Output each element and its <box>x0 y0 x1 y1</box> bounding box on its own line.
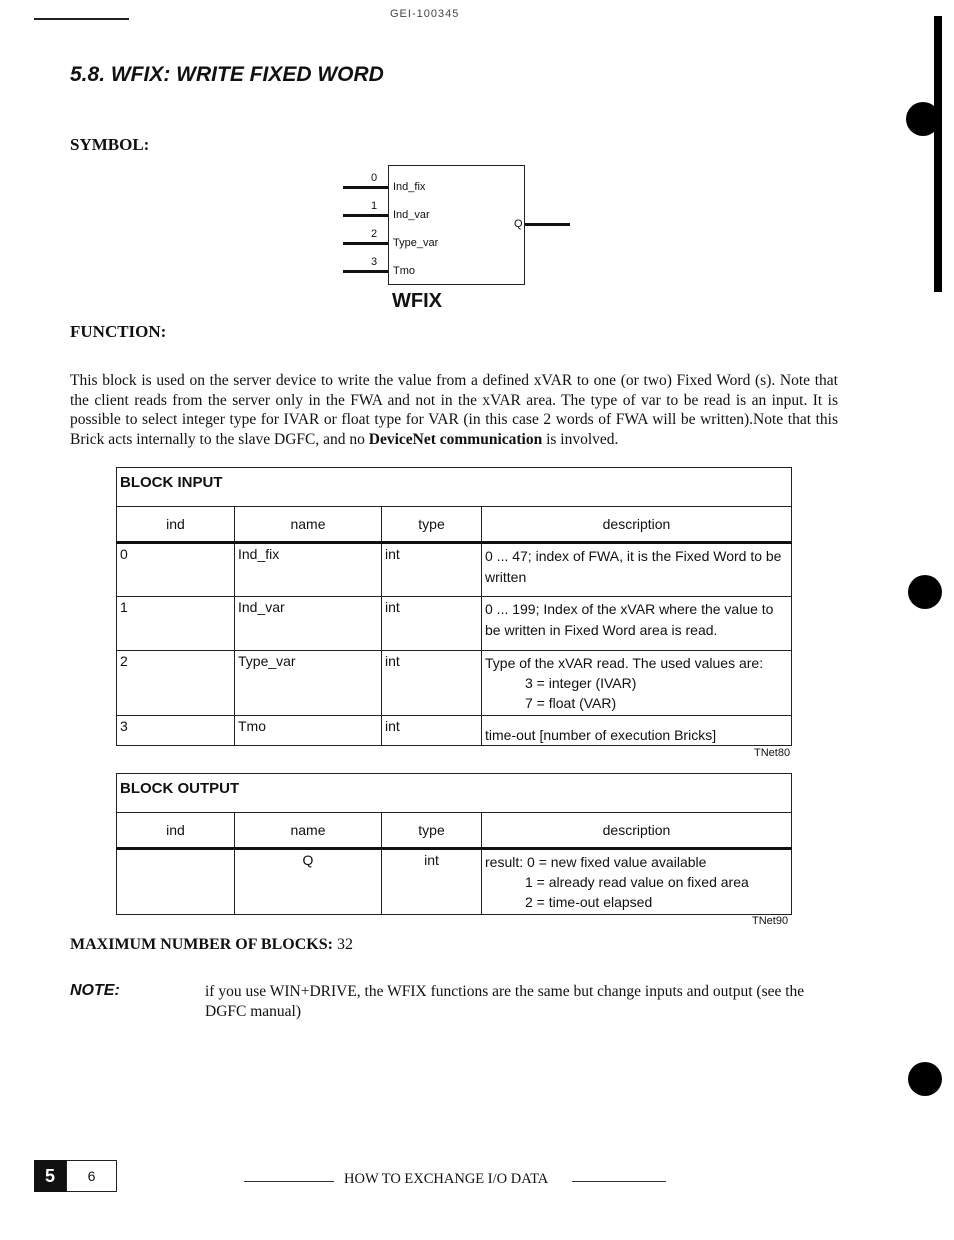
max-blocks-value: 32 <box>336 936 353 953</box>
table-title: BLOCK INPUT <box>117 468 792 507</box>
chapter-number: 5 <box>34 1160 66 1192</box>
cell-description: 0 ... 199; Index of the xVAR where the value to be written in Fixed Word area is read. <box>482 597 792 651</box>
function-label: FUNCTION: <box>70 322 167 341</box>
bold-term: DeviceNet communication <box>368 430 543 448</box>
footer-title: HOW TO EXCHANGE I/O DATA <box>344 1171 549 1187</box>
block-output-table <box>116 773 792 915</box>
footer-rule-right <box>572 1181 666 1182</box>
table-row <box>117 597 792 651</box>
cell-type: int <box>382 716 482 746</box>
output-pin-line <box>525 223 570 226</box>
column-header: description <box>482 813 792 849</box>
cell-description: 0 ... 47; index of FWA, it is the Fixed Word to be written <box>482 543 792 597</box>
binder-hole-2 <box>908 575 942 609</box>
input-pin-label: Ind_var <box>393 209 430 221</box>
column-header: description <box>482 507 792 543</box>
max-blocks-line <box>70 936 353 954</box>
cell-ind: 2 <box>117 651 235 716</box>
note-label: NOTE: <box>70 982 120 999</box>
cell-ind: 1 <box>117 597 235 651</box>
cell-description: Type of the xVAR read. The used values are: 3 = integer (IVAR) 7 = float (VAR) <box>482 651 792 716</box>
table-reference: TNet80 <box>754 747 791 759</box>
cell-type: int <box>382 849 482 915</box>
column-header: type <box>382 813 482 849</box>
table-header-row <box>117 813 792 849</box>
cell-description: result: 0 = new fixed value available 1 = already read value on fixed area 2 = time-out elapsed <box>482 849 792 915</box>
symbol-label: SYMBOL: <box>70 135 150 154</box>
cell-name: Ind_var <box>235 597 382 651</box>
cell-name: Q <box>235 849 382 915</box>
column-header: ind <box>117 507 235 543</box>
cell-type: int <box>382 543 482 597</box>
input-pin-number: 2 <box>371 228 378 240</box>
cell-name: Tmo <box>235 716 382 746</box>
table-row <box>117 716 792 746</box>
table-row <box>117 849 792 915</box>
table-title: BLOCK OUTPUT <box>117 774 792 813</box>
cell-ind <box>117 849 235 915</box>
cell-type: int <box>382 651 482 716</box>
table-header-row <box>117 507 792 543</box>
binder-hole-3 <box>908 1062 942 1096</box>
section-title: 5.8. WFIX: WRITE FIXED WORD <box>70 63 384 86</box>
header-rule <box>34 18 129 20</box>
cell-type: int <box>382 597 482 651</box>
output-pin-label: Q <box>514 218 523 230</box>
input-pin-label: Type_var <box>393 237 439 249</box>
input-pin-line <box>343 186 388 189</box>
table-row <box>117 651 792 716</box>
column-header: name <box>235 813 382 849</box>
input-pin-line <box>343 214 388 217</box>
input-pin-label: Tmo <box>393 265 415 277</box>
block-name: WFIX <box>392 290 442 312</box>
margin-bar <box>934 16 942 292</box>
function-description: This block is used on the server device to write the value from a defined xVAR to one (or two) Fixed Word (s). Note that the client reads from the server only in the FWA and not in the xVAR area. The type of var to be read is an input. It is possible to select integer type for IVAR or float type for VAR (in this case 2 words of FWA will be written).Note that this Brick acts internally to the slave DGFC, and no DeviceNet communication is involved. <box>70 372 838 448</box>
footer-rule-left <box>244 1181 334 1182</box>
note-text: if you use WIN+DRIVE, the WFIX functions are the same but change inputs and output (see the DGFC manual) <box>205 983 805 1020</box>
input-pin-number: 0 <box>371 172 378 184</box>
input-pin-line <box>343 242 388 245</box>
input-pin-number: 3 <box>371 256 378 268</box>
column-header: name <box>235 507 382 543</box>
block-input-table <box>116 467 792 746</box>
cell-name: Type_var <box>235 651 382 716</box>
table-row <box>117 543 792 597</box>
input-pin-number: 1 <box>371 200 378 212</box>
binder-hole-1 <box>906 102 940 136</box>
max-blocks-label: MAXIMUM NUMBER OF BLOCKS: <box>70 936 333 953</box>
input-pin-line <box>343 270 388 273</box>
cell-description: time-out [number of execution Bricks] <box>482 716 792 746</box>
column-header: type <box>382 507 482 543</box>
column-header: ind <box>117 813 235 849</box>
input-pin-label: Ind_fix <box>393 181 426 193</box>
cell-ind: 0 <box>117 543 235 597</box>
cell-ind: 3 <box>117 716 235 746</box>
document-code: GEI-100345 <box>390 8 460 20</box>
table-reference: TNet90 <box>752 915 789 927</box>
page-number: 6 <box>66 1160 117 1192</box>
cell-name: Ind_fix <box>235 543 382 597</box>
